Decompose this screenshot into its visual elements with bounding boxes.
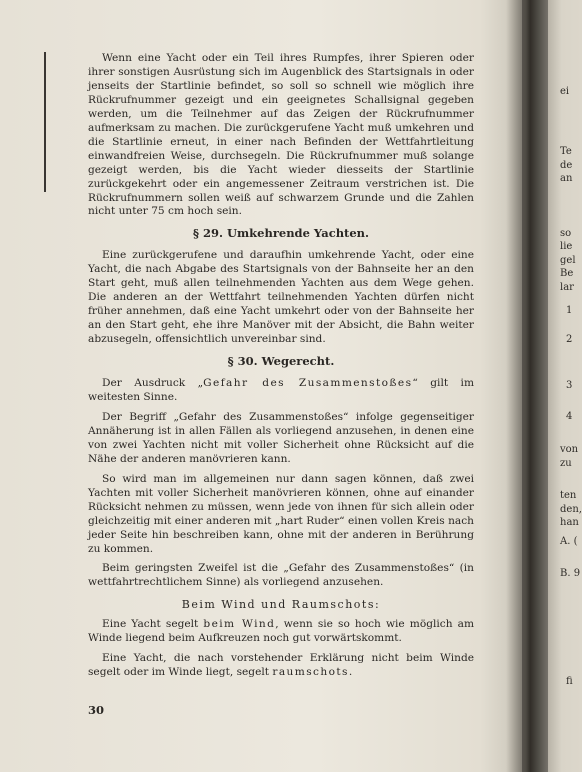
text-run: Eine Yacht, die nach vorstehender Erklärung nicht beim Winde segelt oder im Winde liegt, segelt bbox=[88, 652, 474, 679]
margin-line bbox=[44, 52, 46, 192]
section-30-paragraph-2: Der Begriff „Gefahr des Zusammenstoßes“ infolge gegenseitiger Annäherung ist in allen Fällen als vorliegend anzusehen, in denen eine von zwei Yachten nicht mit voller Sicherheit ohne Rücksicht auf die Nähe der anderen manövrieren kann. bbox=[88, 410, 474, 465]
section-30-heading: § 30. Wegerecht. bbox=[227, 354, 335, 369]
spaced-term: Gefahr des Zusammenstoßes bbox=[203, 377, 413, 390]
paragraph-restart: Wenn eine Yacht oder ein Teil ihres Rumpfes, ihrer Spieren oder ihrer sonstigen Ausrüstung sich im Augenblick des Startsignals in oder jenseits der Startlinie befindet, so soll so schnell wie möglich ihre Rückrufnummer gezeigt und ein geeignetes Schallsignal gegeben werden, um die Teilnehmer auf das Zeigen der Rückrufnummer aufmerksam zu machen. Die zurückgerufene Yacht muß umkehren und die Startlinie erneut, in einer nach Befinden der Wettfahrtleitung einwandfreien Weise, durchsegeln. Die Rückrufnummer muß solange gezeigt werden, bis die Yacht wieder diesseits der Startlinie zurückgekehrt oder ein angemessener Zeitraum verstrichen ist. Die Rückrufnummern sollen weiß auf schwarzem Grunde und die Zahlen nicht unter 75 cm hoch sein. bbox=[88, 52, 474, 218]
fragment: den, bbox=[560, 504, 582, 515]
fragment: 4 bbox=[566, 411, 573, 422]
text-run: , wenn sie so hoch wie möglich am Winde liegend beim Aufkreuzen noch gut vorwärtskommt. bbox=[88, 618, 474, 645]
body-text bbox=[88, 52, 474, 686]
fragment: ten bbox=[560, 490, 577, 501]
spaced-term: raumschots bbox=[272, 666, 349, 679]
fragment: lar bbox=[560, 282, 574, 293]
fragment: so bbox=[560, 228, 572, 239]
section-30-paragraph-4: Beim geringsten Zweifel ist die „Gefahr des Zusammenstoßes“ (in wettfahrtrechtlichem Sinne) als vorliegend anzusehen. bbox=[88, 562, 474, 589]
subsection-paragraph-1 bbox=[88, 618, 474, 646]
text-run: Eine Yacht segelt bbox=[102, 618, 204, 631]
fragment: Be bbox=[560, 268, 574, 279]
fragment: Te bbox=[560, 146, 572, 157]
fragment: von bbox=[560, 444, 579, 455]
page-number: 30 bbox=[88, 703, 105, 717]
fragment: 3 bbox=[566, 380, 573, 391]
book-page-right-edge bbox=[548, 0, 582, 772]
section-30-paragraph-3: So wird man im allgemeinen nur dann sagen können, daß zwei Yachten mit voller Sicherheit manövrieren können, ohne auf einander Rücksicht nehmen zu müssen, wenn jede von ihnen für sich allein oder gleichzeitig mit einer anderen mit „hart Ruder“ einen vollen Kreis nach jeder Seite hin beschreiben kann, ohne mit der anderen in Berührung zu kommen. bbox=[88, 472, 474, 555]
fragment: lie bbox=[560, 241, 573, 252]
spaced-term: beim Wind bbox=[203, 618, 276, 631]
section-30-paragraph-1 bbox=[88, 377, 474, 405]
fragment: 1 bbox=[566, 305, 573, 316]
text-run: Der Ausdruck „ bbox=[102, 377, 204, 390]
fragment: 2 bbox=[566, 334, 573, 345]
fragment: an bbox=[560, 173, 573, 184]
section-29-heading: § 29. Umkehrende Yachten. bbox=[192, 226, 370, 241]
fragment: zu bbox=[560, 458, 572, 469]
fragment: de bbox=[560, 160, 573, 171]
fragment: ei bbox=[560, 86, 570, 97]
book-gutter-shadow bbox=[506, 0, 550, 772]
fragment: B. 9 bbox=[560, 568, 581, 579]
fragment: gel bbox=[560, 255, 576, 266]
subsection-heading: Beim Wind und Raumschots: bbox=[181, 598, 381, 612]
subsection-paragraph-2 bbox=[88, 652, 474, 680]
fragment: han bbox=[560, 517, 579, 528]
fragment: A. ( bbox=[560, 536, 578, 547]
text-run: “ gilt im weitesten Sinne. bbox=[88, 377, 474, 403]
fragment: fi bbox=[566, 676, 573, 687]
section-29-paragraph: Eine zurückgerufene und daraufhin umkehrende Yacht, oder eine Yacht, die nach Abgabe des Startsignals von der Bahnseite her an den Start geht, muß allen teilnehmenden Yachten aus dem Wege gehen. Die anderen an der Wettfahrt teilnehmenden Yachten dürfen nicht früher annehmen, daß eine Yacht umkehrt oder von der Bahnseite her an den Start geht, ehe ihre Manöver mit der Absicht, die Bahn weiter abzusegeln, offensichtlich unvereinbar sind. bbox=[88, 249, 474, 346]
text-run: . bbox=[348, 666, 353, 679]
